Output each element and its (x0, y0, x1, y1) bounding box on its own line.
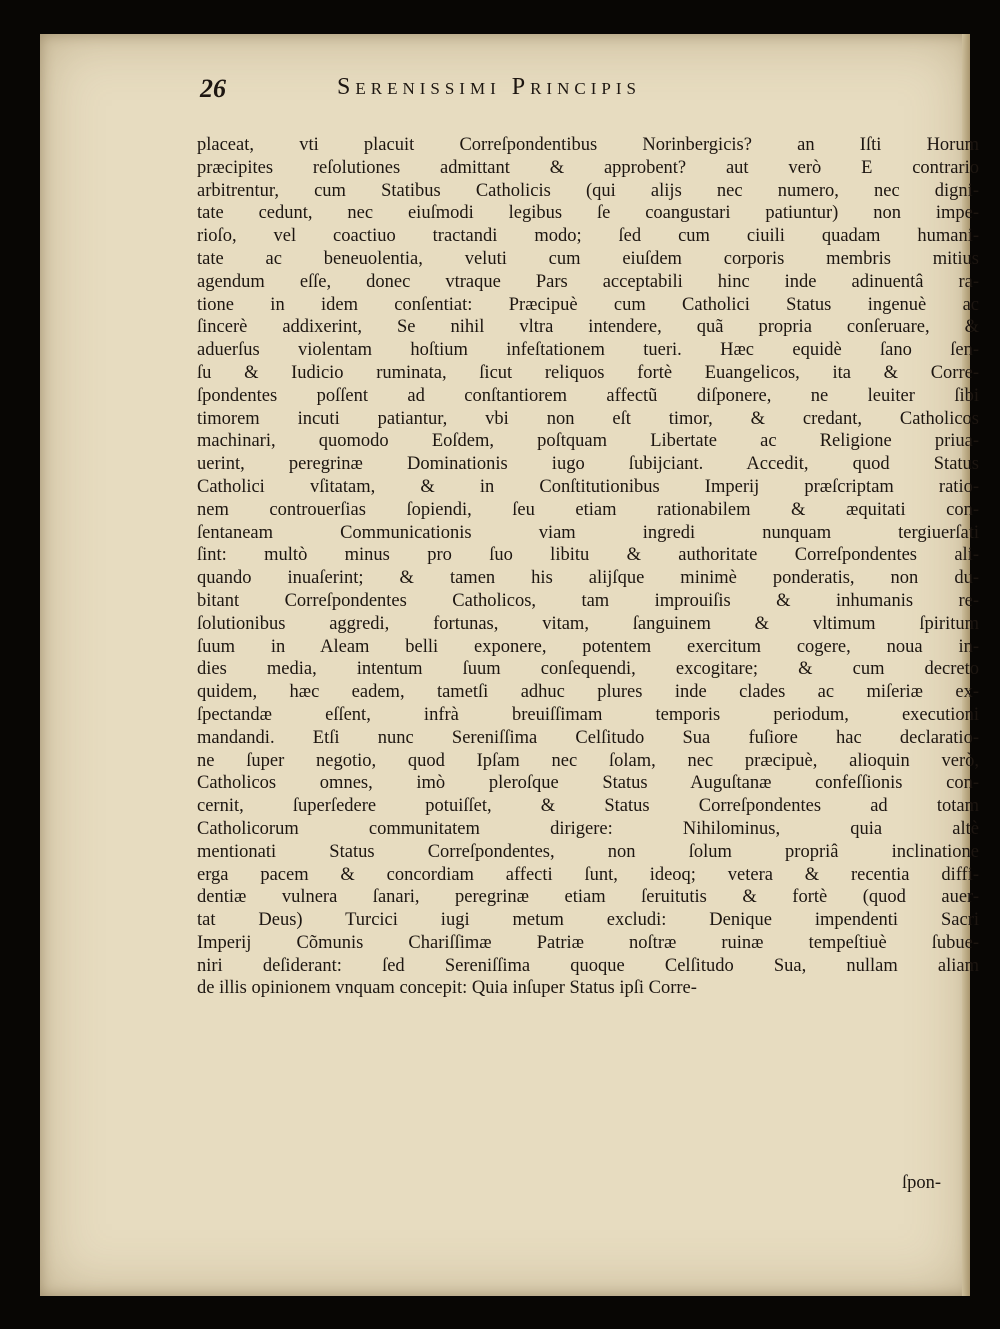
text-line: quando inuaſerint; & tamen his alijſque minimè ponderatis, non du- (197, 568, 979, 589)
text-line: quidem, hæc eadem, tametſi adhuc plures inde clades ac miſeriæ ex- (197, 682, 979, 703)
text-line: mandandi. Etſi nunc Sereniſſima Celſitudo Sua fuſiore hac declaratio- (197, 727, 979, 748)
text-line: ſincerè addixerint, Se nihil vltra intendere, quã propria conſeruare, & (197, 317, 979, 338)
text-line: nem controuerſias ſopiendi, ſeu etiam rationabilem & æquitati con- (197, 499, 979, 520)
text-line: tate ac beneuolentia, veluti cum eiuſdem corporis membris mitius (197, 248, 979, 269)
text-line: tat Deus) Turcici iugi metum excludi: Denique impendenti Sacri (197, 910, 979, 931)
text-line: Imperij Cõmunis Chariſſimæ Patriæ noſtræ ruinæ tempeſtiuè ſubue- (197, 932, 979, 953)
text-line: placeat, vti placuit Correſpondentibus Norinbergicis? an Iſti Horum (197, 135, 979, 155)
text-line: ſuum in Aleam belli exponere, potentem exercitum cogere, noua in- (197, 636, 979, 657)
text-line: ſentaneam Communicationis viam ingredi nunquam tergiuerſati (197, 522, 979, 543)
text-line: uerint, peregrinæ Dominationis iugo ſubijciant. Accedit, quod Status (197, 454, 979, 475)
text-line: de illis opinionem vnquam concepit: Quia inſuper Status ipſi Corre- (197, 978, 697, 999)
text-line: dentiæ vulnera ſanari, peregrinæ etiam ſeruitutis & fortè (quod auer- (197, 887, 979, 908)
text-line: erga pacem & concordiam affecti ſunt, ideoq; vetera & recentia diffi- (197, 864, 979, 885)
text-line: ſolutionibus aggredi, fortunas, vitam, ſanguinem & vltimum ſpiritum (197, 613, 979, 634)
text-line: niri deſiderant: ſed Sereniſſima quoque Celſitudo Sua, nullam aliam (197, 955, 979, 976)
text-line: cernit, ſuperſedere potuiſſet, & Status Correſpondentes ad totam (197, 796, 979, 817)
text-line: ſu & Iudicio ruminata, ſicut reliquos fortè Euangelicos, ita & Corre- (197, 362, 979, 383)
text-line: ſint: multò minus pro ſuo libitu & authoritate Correſpondentes ali- (197, 545, 979, 566)
text-line: bitant Correſpondentes Catholicos, tam improuiſis & inhumanis re- (197, 590, 979, 611)
text-line: ne ſuper negotio, quod Ipſam nec ſolam, nec præcipuè, alioquin verò, (197, 750, 979, 771)
text-line: tate cedunt, nec eiuſmodi legibus ſe coangustari patiuntur) non impe- (197, 203, 979, 224)
text-line: ſpondentes poſſent ad conſtantiorem affectũ diſponere, ne leuiter ſibi (197, 385, 979, 406)
catchword: ſpon- (902, 1173, 942, 1193)
text-line: aduerſus violentam hoſtium infeſtationem tueri. Hæc equidè ſano ſen- (197, 340, 979, 361)
page-header (200, 74, 840, 110)
text-line: Catholici vſitatam, & in Conſtitutionibus Imperij præſcriptam ratio- (197, 476, 979, 497)
text-line: machinari, quomodo Eoſdem, poſtquam Libertate ac Religione priua- (197, 431, 979, 452)
text-line: Catholicos omnes, imò pleroſque Status Auguſtanæ confeſſionis con- (197, 773, 979, 794)
text-line: tione in idem conſentiat: Præcipuè cum Catholici Status ingenuè ac (197, 294, 979, 315)
page-number: 26 (200, 74, 226, 103)
text-line: mentionati Status Correſpondentes, non ſolum propriâ inclinatione (197, 841, 979, 862)
running-head: Serenissimi Principis (337, 74, 641, 100)
text-line: timorem incuti patiantur, vbi non eſt timor, & credant, Catholicos (197, 408, 979, 429)
text-line: Catholicorum communitatem dirigere: Nihilominus, quia altè (197, 818, 979, 839)
text-line: præcipites reſolutiones admittant & approbent? aut verò E contrario (197, 157, 979, 178)
text-line: rioſo, vel coactiuo tractandi modo; ſed cum ciuili quadam humani- (197, 226, 979, 247)
text-line: agendum eſſe, donec vtraque Pars acceptabili hinc inde adinuentâ ra- (197, 271, 979, 292)
text-line: dies media, intentum ſuum conſequendi, excogitare; & cum decreto (197, 659, 979, 680)
body-text (197, 134, 979, 1000)
text-line: ſpectandæ eſſent, infrà breuiſſimam temporis periodum, executioni (197, 704, 979, 725)
book-page (40, 34, 979, 1296)
text-line: arbitrentur, cum Statibus Catholicis (qui alijs nec numero, nec digni- (197, 180, 979, 201)
